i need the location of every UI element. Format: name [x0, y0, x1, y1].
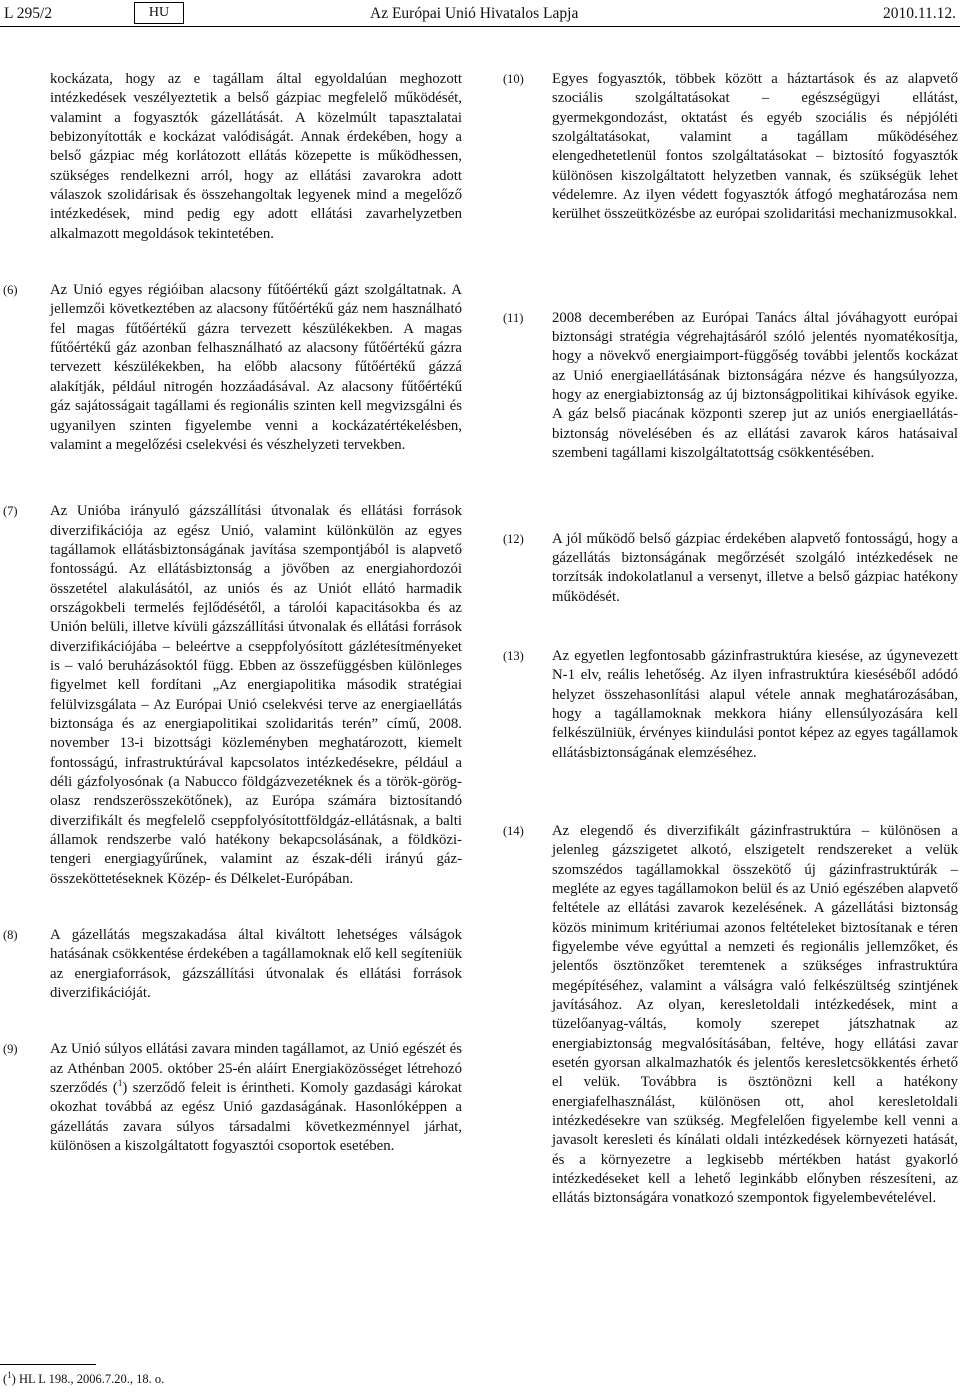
recital-text: Egyes fogyasztók, többek között a háztartások és az alapvető szociális szolgáltatásokat – egészségügyi ellátást, gyermekgondozást, oktatást és egyéb szociális és népjóléti szolgáltatásokat, valamint a tagállam működéséhez elengedhetetlenül fontos szolgáltatásokat – biztosító fogyasztók különösen kiszolgáltatott helyzetben vannak, és szükségük lehet védelemre. Az ilyen védett fogyasztók átfogó meghatározása nem kerülhet összeütközésbe az európai szolidaritási mechanizmusokkal. [552, 71, 958, 223]
recital-text: Az Unióba irányuló gázszállítási útvonalak és ellátási források diverzifikációja az egész Unió, valamint különkülön az egyes tagállamok ellátásbiztonságának javítása szempontjából is alapvető fontosságú. Az ellátásbiztonság a jövőben az energiahordozói összetétel alakulásától, az uniós és az Uniót ellátó harmadik országokbeli termelés fejlődésétől, a tárolói kapacitásokba és az Unión belüli, illetve kívüli gázszállítási útvonalak és ellátási források diverzifikációjába – beleértve a cseppfolyósított gázlétesítményeket is – való beruházásoktól függ. Ebben az összefüggésben különleges figyelmet kell fordítani „Az energiapolitika második stratégiai felülvizsgálata – Az Európai Unió cselekvési terve az energiaellátás biztonsága és az energiapolitikai szolidaritás terén” című, 2008. november 13-i bizottsági közleményben meghatározott, kiemelt fontosságú, infrastruktúrával kapcsolatos intézkedésekre, például a déli gázfolyosónak (a Nabucco földgázvezetéknek és a török-görög-olasz rendszerösszekötőnek), az Európa számára biztosítandó diverzifikált és megfelelő cseppfolyósítottföldgáz-ellátásnak, a balti államok rendszerbe való hatékony bekapcsolásának, a földközi-tengeri energiagyűrűnek, valamint az észak-déli irányú gáz-összeköttetéseknek Közép- és Délkelet-Európában. [50, 503, 462, 887]
recital-text: 2008 decemberében az Európai Tanács által jóváhagyott európai biztonsági stratégia végrehajtásáról szóló jelentés nyomatékosítja, hogy a növekvő energiaimport-függőség további jelentős kockázat az Unió energiaellátásának biztonságára nézve és hangsúlyozza, hogy az energiabiztonság az új biztonságpolitikai kihívások egyike. A gáz belső piacának központi szerep jut az uniós energiaellátás-biztonság növelésében és az ellátási zavarok káros hatásaival szembeni tagállami kiszolgáltatottság csökkentésében. [552, 309, 958, 462]
recital-text-part: Az Unió súlyos ellátási zavara minden tagállamot, az Unió egészét és az Athénban 2005. október 25-én aláírt Energiaközösséget létrehozó szerződés ( [50, 1041, 462, 1097]
publication-date: 2010.11.12. [882, 5, 956, 22]
recital-10 [500, 70, 958, 225]
footnote-marker: 1 [7, 1369, 12, 1380]
recital-number: (8) [3, 928, 18, 943]
recital-number: (12) [503, 531, 524, 546]
recital-14 [500, 822, 958, 1209]
recital-11 [500, 309, 958, 464]
footnote: ($^1$) HL L 198., 2006.7.20., 18. o. [3, 1369, 165, 1386]
language-badge: HU [134, 2, 184, 24]
recital-number: (14) [503, 823, 524, 838]
recital-number: (13) [503, 648, 524, 663]
recital-text: Az egyetlen legfontosabb gázinfrastruktúra kiesése, az úgynevezett N-1 elv, reális lehetőség. Az ilyen infrastruktúra kieséséből adódó helyzet összehasonlítási alapul vétele annak meghatározásában, hogy a tagállamoknak mekkora hiány ellensúlyozására kell felkészülniük, érvényes kiindulási pontot képez az egyes tagállamok ellátásbiztonságának elemzéséhez. [552, 647, 958, 761]
recital-number: (10) [503, 72, 524, 86]
journal-reference: L 295/2 [4, 5, 53, 22]
recital-number: (11) [503, 310, 524, 325]
recital-12 [500, 530, 958, 607]
footnote-reference[interactable]: 1 [117, 1078, 123, 1089]
recital-number: (6) [3, 283, 18, 298]
recital-text: kockázata, hogy az e tagállam által egyoldalúan meghozott intézkedések veszélyeztetik a belső gázpiac megfelelő működését, valamint a fogyasztók gázellátását. A közelmúlt tapasztalatai bebizonyították e kockázat valódiságát. Annak érdekében, hogy a belső gázpiac még korlátozott ellátás közepette is működhessen, szükséges rendelkezni arról, hogy az ellátási zavarokra adott válaszok szolidárisak és összehangoltak legyenek mind a megelőző intézkedések, mind pedig egy adott ellátási zavarhelyzetben alkalmazott megoldások tekintetében. [50, 71, 462, 242]
recital-9 [0, 1040, 462, 1156]
recital-number: (9) [3, 1042, 18, 1057]
right-column [500, 70, 958, 1209]
publication-title: Az Európai Unió Hivatalos Lapja [370, 5, 579, 22]
recital-7 [0, 502, 462, 889]
recital-text: A jól működő belső gázpiac érdekében alapvető fontosságú, hogy a gázellátás biztonságának megőrzését szolgáló intézkedések ne torzítsák indokolatlanul a versenyt, illetve a belső gázpiac hatékony működését. [552, 530, 958, 605]
page-header [0, 0, 960, 28]
footnote-text: HL L 198., 2006.7.20., 18. o. [18, 1372, 165, 1386]
recital-8 [0, 926, 462, 1003]
recital-text: Az elegendő és diverzifikált gázinfrastruktúra – különösen a jelenleg gázszigetet alkotó, elszigetelt rendszereket a velük szomszédos tagállamokkal összekötő új gázinfrastruktúrák – megléte az egyes tagállamokon belül és az Unió egészében alapvető feltétele az ellátási zavarok kezelésének. A gázellátási biztonság közös minimum kritériumai azonos feltételeket biztosítanak e téren figyelembe véve egyúttal a nemzeti és regionális jellemzőket, és jelentős ösztönzőket teremtenek a szükséges infrastruktúra megépítéséhez, valamint a válságra való felkészültség szintjének javításához. Az olyan, keresletoldali intézkedések, mint a tüzelőanyag-váltás, komoly szerepet játszhatnak az energiabiztonság megvalósításában, feltéve, hogy ellátási zavar esetén gyorsan alkalmazhatók és jelentős keresletcsökkentés érhető el velük. Továbbra is ösztönözni kell a hatékony energiafelhasználást, különösen ott, ahol keresletoldali intézkedésekre van szükség. Megfelelően figyelembe kell venni a javasolt keresleti és kínálati oldali intézkedések környezeti hatását, és a környezetre a legkisebb mértékben hatást gyakorló intézkedéseket kell a lehető leginkább előnyben részesíteni, az ellátás biztonságára vonatkozó szempontok figyelembevételével. [552, 822, 958, 1207]
recital-5-continued [0, 70, 462, 244]
footnote-rule [0, 1364, 96, 1365]
recital-number: (7) [3, 504, 18, 519]
recital-text-part: ) szerződő feleit is érintheti. Komoly gazdasági károkat okozhat továbbá az egész Unió gazdaságának. Hasonlóképpen a gázellátás zavara súlyos társadalmi következménnyel járhat, különösen a kiszolgáltatott fogyasztói csoportok esetében. [50, 1080, 462, 1155]
recital-text [50, 1040, 462, 1156]
header-rule [0, 26, 960, 27]
recital-text: A gázellátás megszakadása által kiváltott lehetséges válságok hatásának csökkentése érdekében a tagállamoknak elő kell segíteniük az energiaforrások, gázszállítási útvonalak és ellátási források diverzifikációját. [50, 927, 462, 1002]
recital-text: Az Unió egyes régióiban alacsony fűtőértékű gázt szolgáltatnak. A jellemzői következtében az alacsony fűtőértékű gáz nem használható fel magas fűtőértékű gázra tervezett készülékekben. A magas fűtőértékű gáz azonban felhasználható az alacsony fűtőértékű gázra tervezett készülékekben, ha előbb alacsony fűtőértékű gázzá alakítják, például nitrogén hozzáadásával. Az alacsony fűtőértékű gáz sajátosságait tagállami és regionális szinten kell megvizsgálni és ugyanilyen szinten figyelembe venni a kockázatértékelésben, valamint a megelőzési cselekvési és vészhelyzeti tervekben. [50, 282, 462, 453]
recital-6 [0, 281, 462, 455]
recital-13 [500, 647, 958, 763]
left-column [0, 70, 462, 1157]
